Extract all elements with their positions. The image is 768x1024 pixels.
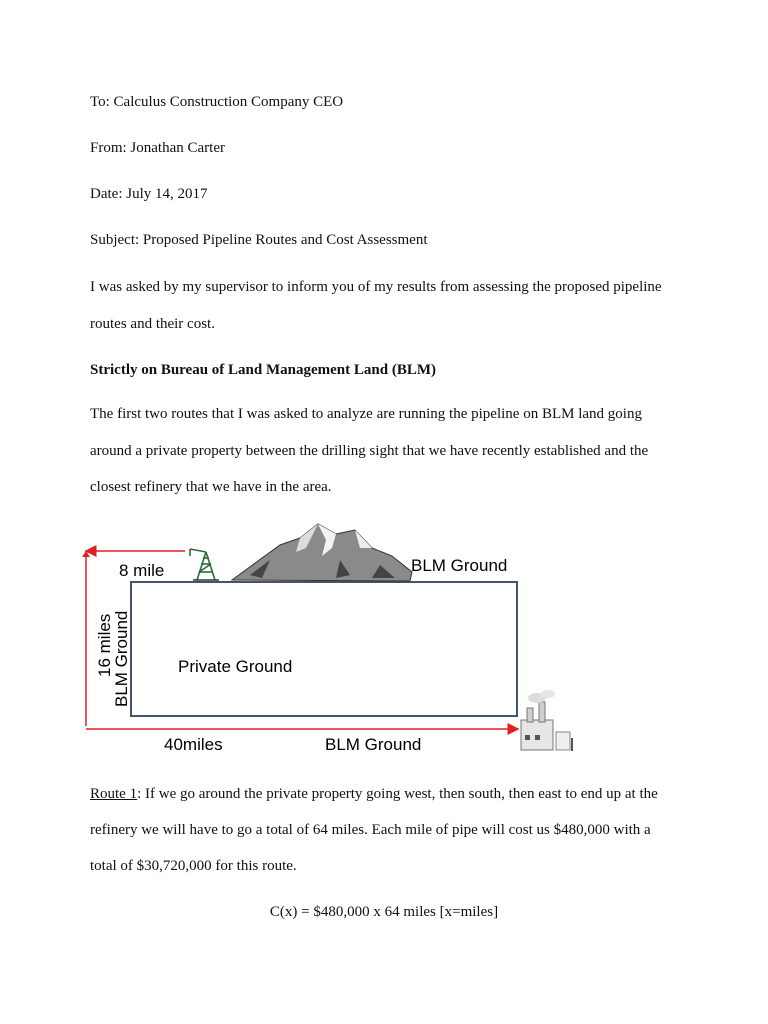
route1-line-1-text: : If we go around the private property going west, then south, then east to end up at the (137, 786, 658, 802)
memo-date: Date: July 14, 2017 (90, 186, 208, 202)
drilling-rig-icon (190, 549, 219, 580)
diagram-bottom-left-label: 40miles (164, 735, 223, 754)
memo-to: To: Calculus Construction Company CEO (90, 94, 344, 110)
route1-line-1 (90, 785, 658, 803)
diagram-left-label-2: BLM Ground (112, 610, 131, 707)
section-para-line-1: The first two routes that I was asked to analyze are running the pipeline on BLM land going (90, 406, 642, 422)
refinery-icon (521, 690, 572, 751)
private-property-rect (131, 582, 517, 716)
intro-line-2: routes and their cost. (90, 316, 215, 332)
section-para-line-3: closest refinery that we have in the area. (90, 479, 332, 495)
intro-line-1: I was asked by my supervisor to inform you of my results from assessing the proposed pipeline (90, 279, 662, 295)
diagram-center-label: Private Ground (178, 657, 293, 676)
route1-line-2: refinery we will have to go a total of 64 miles. Each mile of pipe will cost us $480,000 with a (90, 822, 651, 838)
mountain-icon (232, 524, 412, 581)
section-heading: Strictly on Bureau of Land Management Land (BLM) (90, 362, 436, 378)
diagram-bottom-center-label: BLM Ground (325, 735, 422, 754)
section-para-line-2: around a private property between the drilling sight that we have recently established and the (90, 443, 649, 459)
diagram-top-right-label: BLM Ground (411, 556, 508, 575)
route1-line-3: total of $30,720,000 for this route. (90, 858, 297, 874)
memo-subject: Subject: Proposed Pipeline Routes and Cost Assessment (90, 232, 428, 248)
cost-formula: C(x) = $480,000 x 64 miles [x=miles] (269, 904, 499, 920)
diagram-left-label-1: 16 miles (95, 613, 114, 677)
memo-from: From: Jonathan Carter (90, 140, 225, 156)
diagram-top-label: 8 mile (119, 561, 165, 580)
route1-label: Route 1 (90, 786, 138, 802)
